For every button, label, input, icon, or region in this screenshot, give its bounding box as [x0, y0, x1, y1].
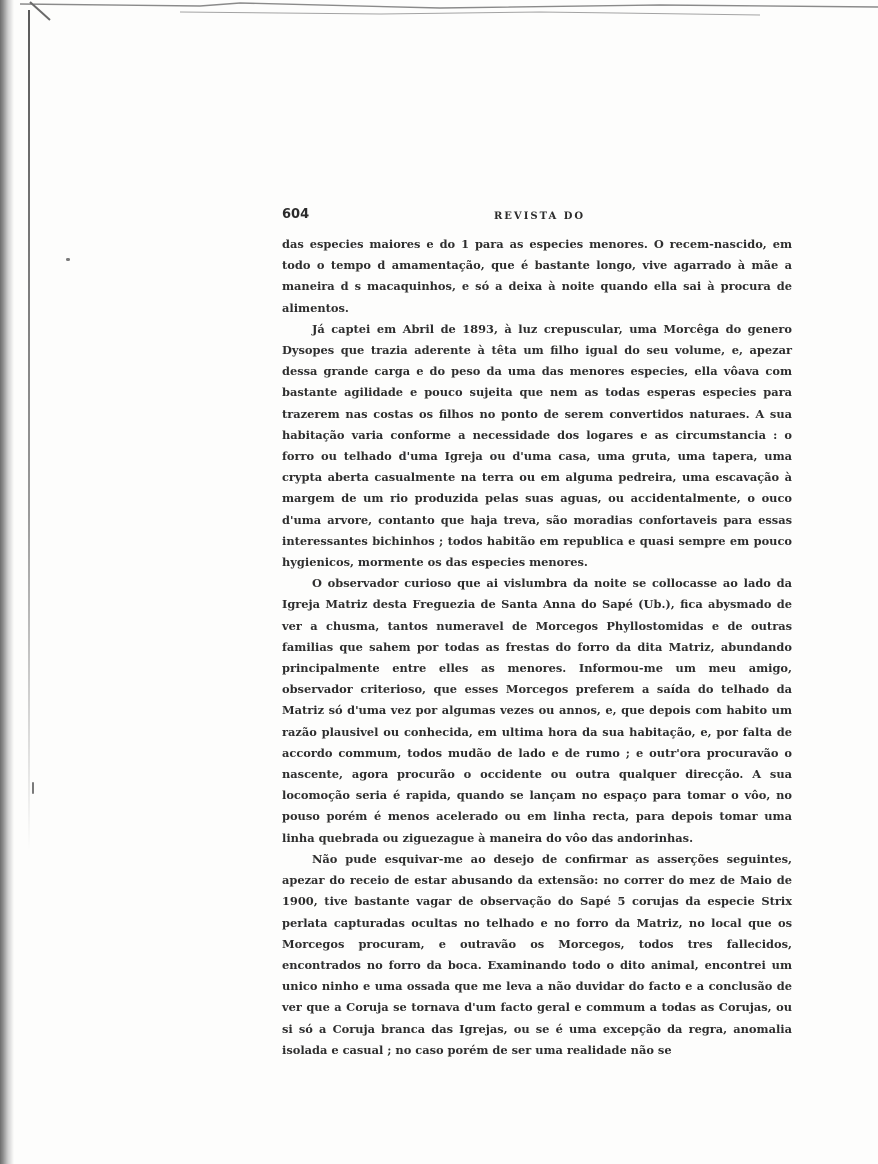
paragraph: das especies maiores e do 1 para as especies menores. O recem-nascido, em todo o tempo d amamentação, que é bastante longo, vive agarrado à mãe a maneira d s macaquinhos, e só a deixa à noite quando ella sai à procura de alimentos.: [282, 237, 792, 315]
page-number: 604: [282, 207, 310, 222]
scan-speck: [66, 258, 70, 261]
page-text-block: [282, 204, 792, 1061]
running-head: [282, 204, 792, 228]
paragraph: Não pude esquivar-me ao desejo de confirmar as asserções seguintes, apezar do receio de estar abusando da extensão: no correr do mez de Maio de 1900, tive bastante vagar de observação do Sapé 5 corujas da especie Strix perlata capturadas ocultas no telhado e no forro da Matriz, no local que os Morcegos procuram, e outravão os Morcegos, todos tres fallecidos, encontrados no forro da boca. Examinando todo o dito animal, encontrei um unico ninho e uma ossada que me leva a não duvidar do facto e a conclusão de ver que a Coruja se tornava d'um facto geral e commum a todas as Corujas, ou si só a Coruja branca das Igrejas, ou se é uma excepção da regra, anomalia isolada e casual ; no caso porém de ser uma realidade não se: [282, 851, 792, 1057]
paragraph: Já captei em Abril de 1893, à luz crepuscular, uma Morcêga do genero Dysopes que trazia aderente à têta um filho igual do seu volume, e, apezar dessa grande carga e do peso da uma das menores especies, ella vôava com bastante agilidade e pouco sujeita que nem as todas esperas especies para trazerem nas costas os filhos no ponto de serem convertidos naturaes. A sua habitação varia conforme a necessidade dos logares e as circumstancia : o forro ou telhado d'uma Igreja ou d'uma casa, uma gruta, uma tapera, uma crypta aberta casualmente na terra ou em alguma pedreira, uma escavação à margem de um rio produzida pelas suas aguas, ou accidentalmente, o ouco d'uma arvore, contanto que haja treva, são moradias confortaveis para essas interessantes bichinhos ; todos habitão em republica e quasi sempre em pouco hygienicos, mormente os das especies menores.: [282, 321, 792, 570]
scan-edge-shadow: [0, 0, 14, 1164]
scan-binding-line: [28, 10, 30, 850]
scan-speck: [32, 782, 34, 794]
running-title: REVISTA DO: [494, 211, 586, 222]
scan-top-edge: [20, 0, 878, 24]
paragraph: O observador curioso que ai vislumbra da noite se collocasse ao lado da Igreja Matriz desta Freguezia de Santa Anna do Sapé (Ub.), fica abysmado de ver a chusma, tantos numeravel de Morcegos Phyllostomidas e de outras familias que sahem por todas as frestas do forro da dita Matriz, abundando principalmente entre elles as menores. Informou-me um meu amigo, observador criterioso, que esses Morcegos preferem a saída do telhado da Matriz só d'uma vez por algumas vezes ou annos, e, que depois com habito um razão plausivel ou conhecida, em ultima hora da sua habitação, e, por falta de accordo commum, todos mudão de lado e de rumo ; e outr'ora procuravão o nascente, agora procurão o occidente ou outra qualquer direcção. A sua locomoção seria é rapida, quando se lançam no espaço para tomar o vôo, no pouso porém é menos acelerado ou em linha recta, para depois tomar uma linha quebrada ou ziguezague à maneira do vôo das andorinhas.: [282, 576, 792, 845]
